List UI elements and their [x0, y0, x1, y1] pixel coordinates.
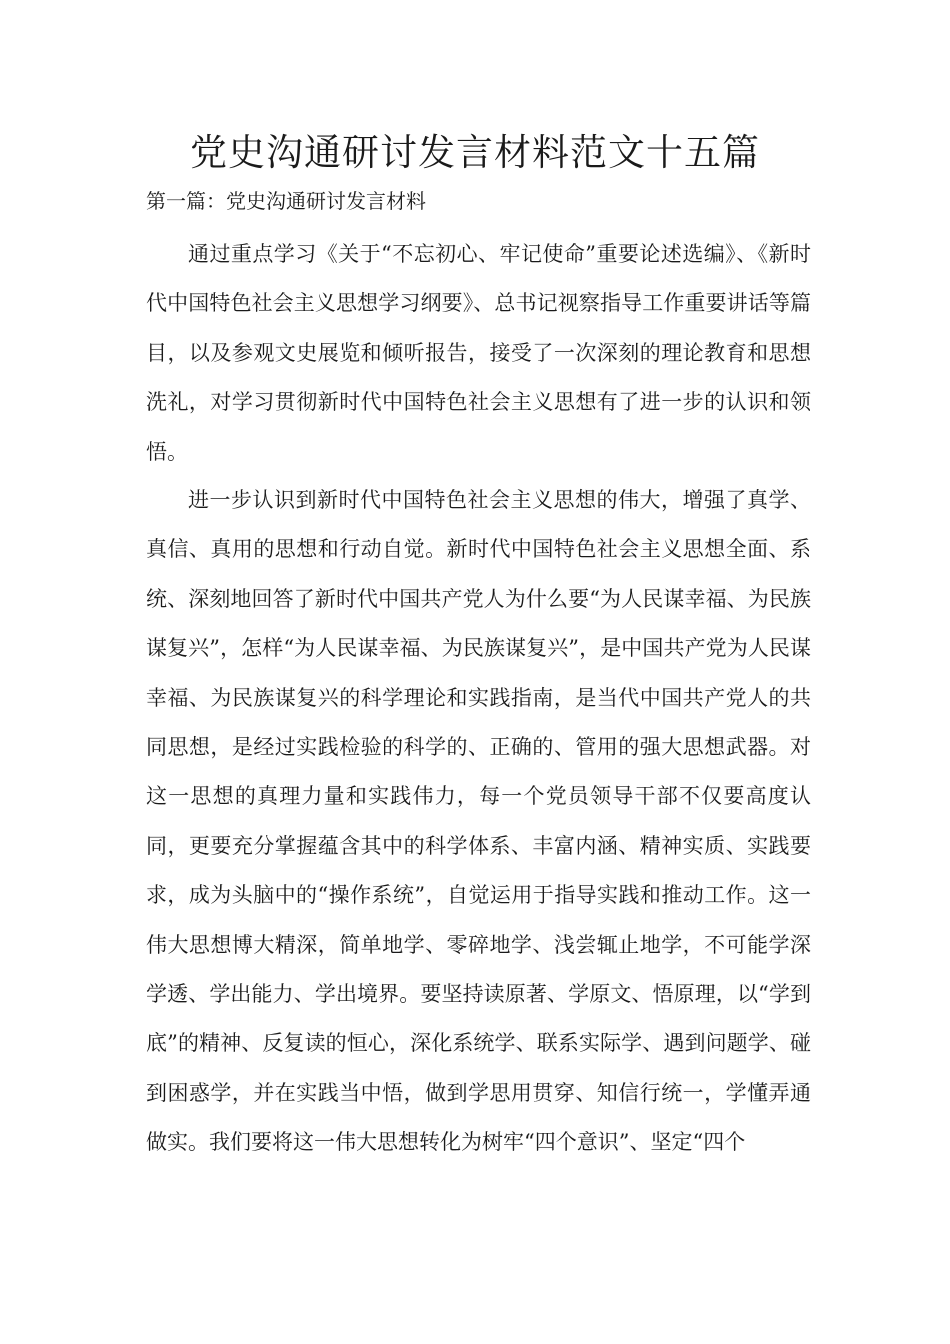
- paragraph-2: 进一步认识到新时代中国特色社会主义思想的伟大，增强了真学、真信、真用的思想和行动自觉。新时代中国特色社会主义思想全面、系统、深刻地回答了新时代中国共产党人为什么要“为人民谋幸福、为民族谋复兴”，怎样“为人民谋幸福、为民族谋复兴”，是中国共产党为人民谋幸福、为民族谋复兴的科学理论和实践指南，是当代中国共产党人的共同思想，是经过实践检验的科学的、正确的、管用的强大思想武器。对这一思想的真理力量和实践伟力，每一个党员领导干部不仅要高度认同，更要充分掌握蕴含其中的科学体系、丰富内涵、精神实质、实践要求，成为头脑中的“操作系统”，自觉运用于指导实践和推动工作。这一伟大思想博大精深，简单地学、零碎地学、浅尝辄止地学，不可能学深学透、学出能力、学出境界。要坚持读原著、学原文、悟原理，以“学到底”的精神、反复读的恒心，深化系统学、联系实际学、遇到问题学、碰到困惑学，并在实践当中悟，做到学思用贯穿、知信行统一，学懂弄通做实。我们要将这一伟大思想转化为树牢“四个意识”、坚定“四个: [146, 488, 811, 1155]
- paragraph-1: 通过重点学习《关于“不忘初心、牢记使命”重要论述选编》、《新时代中国特色社会主义思想学习纲要》、总书记视察指导工作重要讲话等篇目，以及参观文史展览和倾听报告，接受了一次深刻的理论教育和思想洗礼，对学习贯彻新时代中国特色社会主义思想有了进一步的认识和领悟。: [146, 242, 811, 464]
- document-title: 党史沟通研讨发言材料范文十五篇: [190, 131, 760, 174]
- section-heading: 第一篇：党史沟通研讨发言材料: [146, 189, 426, 213]
